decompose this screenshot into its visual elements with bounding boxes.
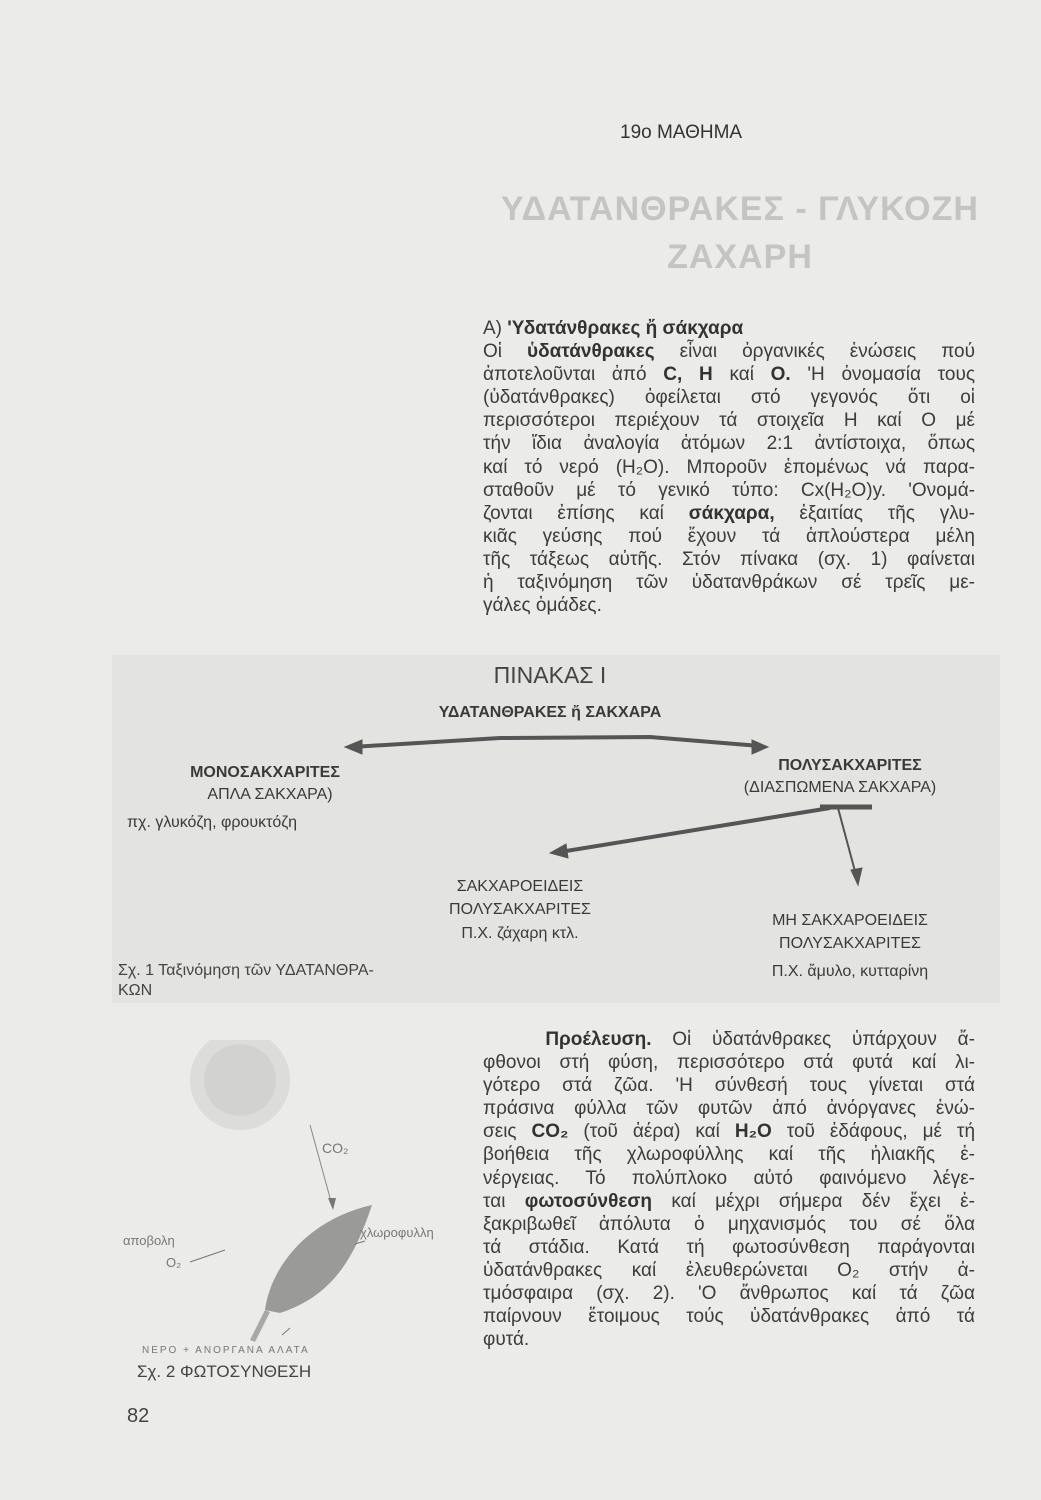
text-run: ξακριβωθεῖ ἀπόλυτα ὁ μηχανισμός του σέ ὅλα xyxy=(483,1213,975,1235)
non-sugar-example: Π.Χ. ἄμυλο, κυτταρίνη xyxy=(771,963,929,980)
text-run xyxy=(483,1029,545,1050)
text-run: βοήθεια τῆς χλωροφύλλης καί τῆς ἡλιακῆς ἐ- xyxy=(483,1144,975,1166)
arrow-head-non-sugar xyxy=(851,868,862,885)
bold-term: ὑδατάνθρακες xyxy=(527,341,655,363)
co2-arrow xyxy=(310,1125,332,1205)
co2-label: CO₂ xyxy=(322,1140,349,1156)
text-run: νέργειας. Τό πολύπλοκο αὐτό φαινόμενο λέγε- xyxy=(483,1167,975,1189)
text-run: Α) xyxy=(483,318,508,339)
text-run: καί xyxy=(712,364,771,386)
text-run: ἐξαιτίας τῆς γλυ- xyxy=(774,502,975,524)
origin-paragraph xyxy=(483,1028,975,1351)
text-run: ται xyxy=(483,1190,525,1212)
text-line xyxy=(483,1190,975,1213)
text-run: (ὑδατάνθρακες) ὀφείλεται στό γεγονός ὅτι οἱ xyxy=(483,387,975,409)
figure1-caption: Σχ. 1 Ταξινόμηση τῶν ΥΔΑΤΑΝΘΡΑ- xyxy=(118,962,374,979)
text-run: ἀποτελοῦνται ἀπό xyxy=(483,364,664,386)
bold-term: H₂O xyxy=(734,1121,772,1143)
bold-term: C, H xyxy=(663,364,713,386)
mono-sub: ΑΠΛΑ ΣΑΚΧΑΡΑ) xyxy=(207,786,333,803)
bold-term: CO₂ xyxy=(531,1121,569,1143)
text-run: Οἱ ὑδατάνθρακες ὑπάρχουν ἄ- xyxy=(651,1029,975,1050)
water-label: ΝΕΡΟ + ΑΝΟΡΓΑΝΑ ΑΛΑΤΑ xyxy=(142,1345,310,1356)
chlorophyll-label: χλωροφυλλη xyxy=(360,1225,434,1240)
text-line xyxy=(483,1213,975,1236)
text-run: πράσινα φύλλα τῶν φυτῶν ἀπό ἀνόργανες ἑνώ- xyxy=(483,1098,975,1120)
text-run: τήν ἴδια ἀναλογία ἀτόμων 2:1 ἀντίστοιχα, ὅπως xyxy=(483,433,975,455)
text-line xyxy=(483,1305,975,1328)
text-run: τοῦ ἐδάφους, μέ τή xyxy=(771,1121,976,1143)
text-line xyxy=(483,1236,975,1259)
text-run: φθονοι στή φύση, περισσότερο στά φυτά καί λι- xyxy=(483,1052,975,1074)
photosynthesis-illustration xyxy=(100,1040,480,1370)
arrow-head-mono xyxy=(345,740,362,754)
o2-label: O₂ xyxy=(166,1255,182,1270)
text-run: καί μέχρι σήμερα δέν ἔχει ἐ- xyxy=(651,1190,975,1212)
text-run: καί τό νερό (H₂O). Μποροῦν ἑπομένως νά παρα- xyxy=(483,456,975,478)
mono-example: πχ. γλυκόζη, φρουκτόζη xyxy=(127,814,297,831)
text-line xyxy=(483,1074,975,1097)
release-label: αποβολη xyxy=(123,1233,175,1248)
text-run: σεις xyxy=(483,1121,532,1143)
lesson-number: 19ο ΜΑΘΗΜΑ xyxy=(620,122,743,143)
text-run: 'Η ὀνομασία τους xyxy=(790,364,976,386)
arrow-head-poly xyxy=(752,740,768,754)
poly-name: ΠΟΛΥΣΑΚΧΑΡΙΤΕΣ xyxy=(778,757,922,774)
text-run: φυτά. xyxy=(483,1329,530,1351)
text-run: κιᾶς γεύσης πού ἔχουν τά ἁπλούστερα μέλη xyxy=(483,525,975,547)
text-line xyxy=(483,1328,975,1351)
text-run: (τοῦ ἀέρα) καί xyxy=(568,1121,735,1143)
o2-arrow xyxy=(190,1250,225,1262)
arrow-non-sugar xyxy=(838,808,856,875)
text-run: ὑδατάνθρακες καί ἐλευθερώνεται O₂ στήν ἀ- xyxy=(483,1259,975,1281)
text-line xyxy=(483,1167,975,1190)
bold-term: 'Υδατάνθρακες ἤ σάκχαρα xyxy=(507,318,744,339)
text-run: γάλες ὁμάδες. xyxy=(483,595,602,617)
page-number: 82 xyxy=(127,1405,150,1427)
sugar-like-l1: ΣΑΚΧΑΡΟΕΙΔΕΙΣ xyxy=(456,878,584,895)
bold-term: φωτοσύνθεση xyxy=(524,1190,652,1212)
sugar-like-l2: ΠΟΛΥΣΑΚΧΑΡΙΤΕΣ xyxy=(449,901,591,918)
arrow-root-branches xyxy=(352,737,760,747)
bold-term: Προέλευση. xyxy=(545,1029,652,1050)
chapter-title-line2: ΖΑΧΑΡΗ xyxy=(667,238,813,276)
text-run: εἶναι ὀργανικές ἑνώσεις πού xyxy=(654,341,975,363)
text-run: τῆς τάξεως αὐτῆς. Στόν πίνακα (σχ. 1) φαίνεται xyxy=(483,548,975,570)
figure2-caption: Σχ. 2 ΦΩΤΟΣΥΝΘΕΣΗ xyxy=(137,1362,312,1381)
text-run: ἡ ταξινόμηση τῶν ὑδατανθράκων σέ τρεῖς με- xyxy=(483,572,975,594)
mono-name: ΜΟΝΟΣΑΚΧΑΡΙΤΕΣ xyxy=(190,764,340,781)
text-line xyxy=(483,1120,975,1143)
text-run: σταθοῦν μέ τό γενικό τύπο: Cx(H₂O)y. 'Ονομά- xyxy=(483,479,975,501)
bold-term: σάκχαρα, xyxy=(688,502,775,524)
text-run: γότερο στά ζῶα. 'Η σύνθεσή τους γίνεται στά xyxy=(483,1075,975,1097)
leaf-icon xyxy=(265,1205,372,1313)
bold-term: O. xyxy=(770,364,791,386)
table-title: ΠΙΝΑΚΑΣ Ι xyxy=(493,662,607,688)
text-run: παίρνουν ἕτοιμους τούς ὑδατάνθρακες ἀπό τά xyxy=(483,1306,975,1328)
figure1-caption-line2: ΚΩΝ xyxy=(118,982,153,999)
text-run: τά στάδια. Κατά τή φωτοσύνθεση παράγονται xyxy=(483,1236,975,1258)
text-line xyxy=(483,1028,975,1051)
poly-sub: (ΔΙΑΣΠΩΜΕΝΑ ΣΑΚΧΑΡΑ) xyxy=(743,779,937,796)
text-line xyxy=(483,1282,975,1305)
text-line xyxy=(483,1143,975,1166)
non-sugar-l1: ΜΗ ΣΑΚΧΑΡΟΕΙΔΕΙΣ xyxy=(772,912,928,929)
text-line xyxy=(483,1259,975,1282)
table-root: ΥΔΑΤΑΝΘΡΑΚΕΣ ἤ ΣΑΚΧΑΡΑ xyxy=(438,704,662,721)
text-run: περισσότεροι περιέχουν τά στοιχεῖα Η καί Ο μέ xyxy=(483,410,975,432)
water-arrow xyxy=(282,1328,290,1335)
arrow-head-sugar-like xyxy=(550,844,568,858)
chapter-title: ΥΔΑΤΑΝΘΡΑΚΕΣ - ΓΛΥΚΟΖΗ xyxy=(501,190,979,228)
non-sugar-l2: ΠΟΛΥΣΑΚΧΑΡΙΤΕΣ xyxy=(779,935,921,952)
text-line xyxy=(483,1051,975,1074)
sugar-like-example: Π.Χ. ζάχαρη κτλ. xyxy=(461,925,579,942)
arrow-sugar-like xyxy=(560,808,830,852)
text-run: ζονται ἐπίσης καί xyxy=(483,502,689,524)
text-run: Οἱ xyxy=(483,341,528,363)
text-line xyxy=(483,1097,975,1120)
text-run: τμόσφαιρα (σχ. 2). 'Ο ἄνθρωπος καί τά ζῶα xyxy=(483,1283,975,1305)
